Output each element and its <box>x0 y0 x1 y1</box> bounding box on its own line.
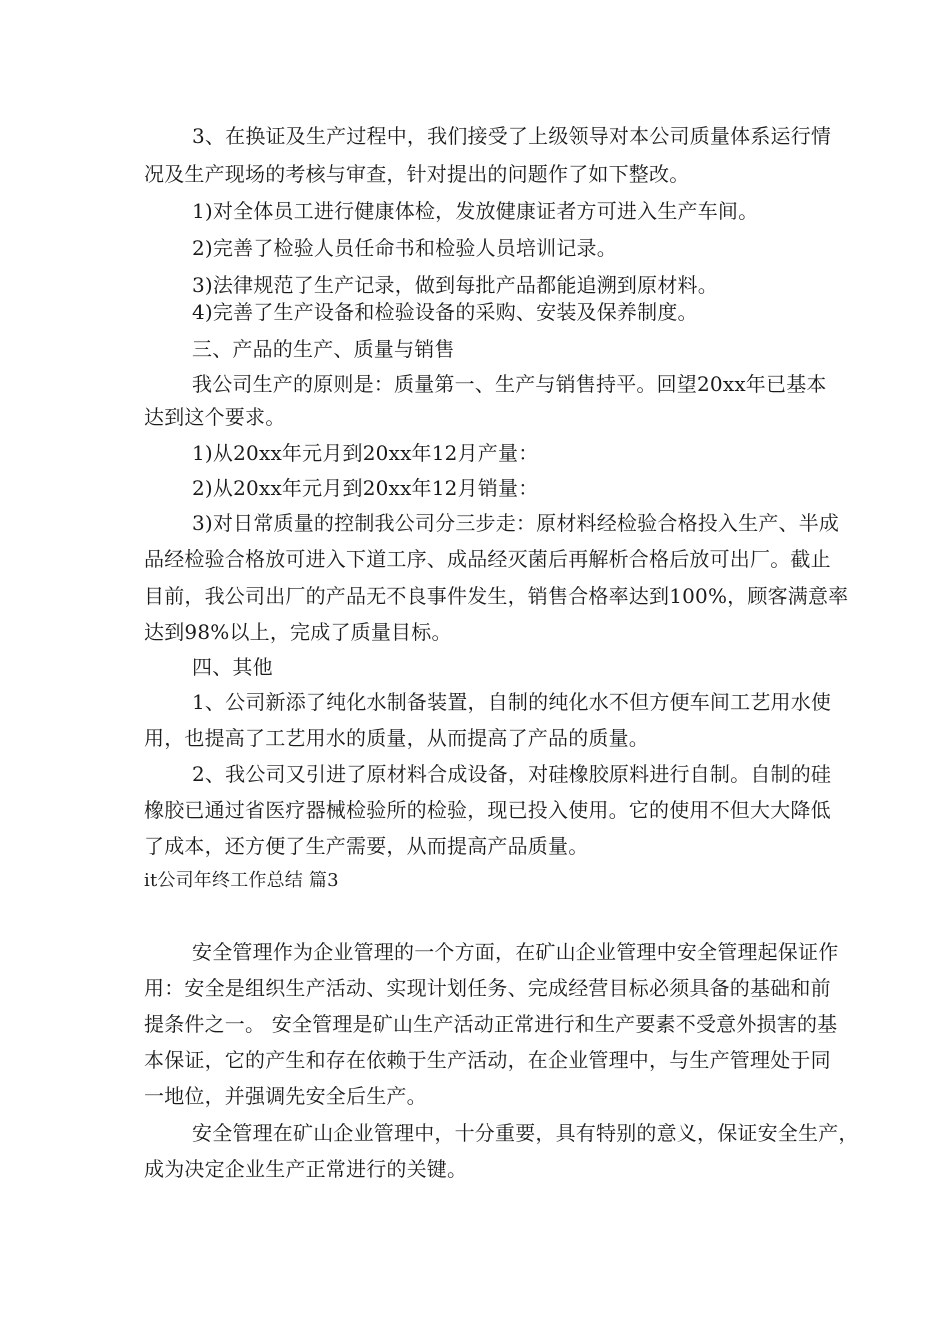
paragraph-line: 安全管理作为企业管理的一个方面，在矿山企业管理中安全管理起保证作 <box>192 940 839 964</box>
paragraph-line: 安全管理在矿山企业管理中，十分重要，具有特别的意义，保证安全生产， <box>192 1121 859 1145</box>
list-item: 4)完善了生产设备和检验设备的采购、安装及保养制度。 <box>192 300 698 324</box>
paragraph-line: 一地位，并强调先安全后生产。 <box>144 1084 427 1108</box>
paragraph-line: 况及生产现场的考核与审查，针对提出的问题作了如下整改。 <box>144 162 690 186</box>
paragraph-line: 品经检验合格放可进入下道工序、成品经灭菌后再解析合格后放可出厂。截止 <box>144 547 831 571</box>
paragraph-line: 3、在换证及生产过程中，我们接受了上级领导对本公司质量体系运行情 <box>192 124 832 148</box>
paragraph-line: 我公司生产的原则是：质量第一、生产与销售持平。回望20xx年已基本 <box>192 372 827 396</box>
list-item: 2)从20xx年元月到20xx年12月销量： <box>192 476 539 500</box>
paragraph-line: 目前，我公司出厂的产品无不良事件发生，销售合格率达到100%，顾客满意率 <box>144 584 849 608</box>
paragraph-line: 2、我公司又引进了原材料合成设备，对硅橡胶原料进行自制。自制的硅 <box>192 762 832 786</box>
paragraph-line: 达到这个要求。 <box>144 405 286 429</box>
paragraph-line: 1、公司新添了纯化水制备装置，自制的纯化水不但方便车间工艺用水使 <box>192 690 832 714</box>
paragraph-line: 达到98%以上，完成了质量目标。 <box>144 620 452 644</box>
article-title: it公司年终工作总结 篇3 <box>144 870 339 891</box>
paragraph-line: 提条件之一。 安全管理是矿山生产活动正常进行和生产要素不受意外损害的基 <box>144 1012 838 1036</box>
paragraph-line: 橡胶已通过省医疗器械检验所的检验，现已投入使用。它的使用不但大大降低 <box>144 798 831 822</box>
paragraph-line: 成为决定企业生产正常进行的关键。 <box>144 1157 468 1181</box>
list-item: 3)法律规范了生产记录，做到每批产品都能追溯到原材料。 <box>192 273 718 297</box>
list-item: 1)对全体员工进行健康体检，发放健康证者方可进入生产车间。 <box>192 199 759 223</box>
section-heading: 三、产品的生产、质量与销售 <box>192 337 455 361</box>
paragraph-line: 了成本，还方便了生产需要，从而提高产品质量。 <box>144 834 589 858</box>
list-item: 3)对日常质量的控制我公司分三步走：原材料经检验合格投入生产、半成 <box>192 511 840 535</box>
list-item: 1)从20xx年元月到20xx年12月产量： <box>192 441 539 465</box>
paragraph-line: 本保证，它的产生和存在依赖于生产活动，在企业管理中，与生产管理处于同 <box>144 1048 831 1072</box>
list-item: 2)完善了检验人员任命书和检验人员培训记录。 <box>192 236 617 260</box>
paragraph-line: 用：安全是组织生产活动、实现计划任务、完成经营目标必须具备的基础和前 <box>144 976 831 1000</box>
section-heading: 四、其他 <box>192 655 273 679</box>
paragraph-line: 用，也提高了工艺用水的质量，从而提高了产品的质量。 <box>144 726 649 750</box>
